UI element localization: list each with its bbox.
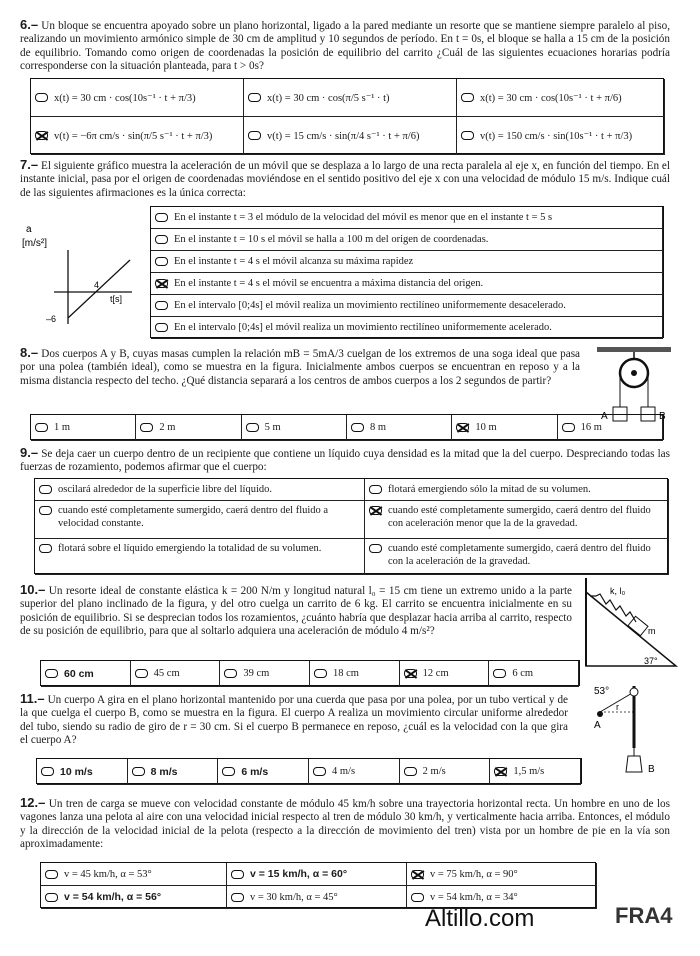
- option-label: 12 cm: [422, 668, 449, 679]
- graph-ylabel: a: [26, 224, 32, 235]
- option-label: En el intervalo [0;4s] el móvil realiza un movimiento rectilíneo uniformemente desacelerado.: [174, 300, 566, 311]
- option[interactable]: [227, 886, 407, 909]
- checkbox-icon: [45, 893, 58, 902]
- option[interactable]: [400, 661, 490, 687]
- option-label: 16 m: [580, 422, 602, 433]
- option-label: 2 m/s: [422, 766, 446, 777]
- option-label: 18 cm: [332, 668, 359, 679]
- graph-yunit: [m/s²]: [22, 238, 47, 249]
- question-number: 12.–: [20, 795, 46, 810]
- option-label: En el instante t = 3 el módulo de la velocidad del móvil es menor que en el instante t = 5 s: [174, 212, 553, 223]
- option-label: x(t) = 30 cm · cos(10s⁻¹ · t + π/6): [480, 92, 622, 104]
- option[interactable]: [151, 229, 663, 251]
- question-12-options: [40, 862, 596, 908]
- question-6-text: [20, 18, 670, 74]
- checked-checkbox-icon: [411, 870, 424, 879]
- option-label: En el instante t = 10 s el móvil se halla a 100 m del origen de coordenadas.: [174, 234, 489, 245]
- option[interactable]: [41, 661, 131, 687]
- pulley-icon: [630, 688, 638, 696]
- question-number: 7.–: [20, 157, 39, 172]
- checkbox-icon: [369, 544, 382, 553]
- checkbox-icon: [231, 870, 244, 879]
- body-b: [626, 756, 642, 772]
- option[interactable]: [365, 479, 669, 501]
- checkbox-icon: [155, 235, 168, 244]
- option-label: v(t) = 150 cm/s · sin(10s⁻¹ · t + π/3): [480, 130, 633, 142]
- option[interactable]: [131, 661, 221, 687]
- option-label: x(t) = 30 cm · cos(10s⁻¹ · t + π/3): [54, 92, 196, 104]
- question-9-text: [20, 446, 670, 475]
- question-body: Se deja caer un cuerpo dentro de un recipiente que contiene un líquido cuya densidad es la mitad que la del cuerpo. Despreciando todas las fuerzas de rozamiento, podemos afirmar que el cuerpo:: [20, 448, 670, 474]
- option[interactable]: [309, 759, 400, 785]
- option-label: 45 cm: [153, 668, 180, 679]
- question-number: 8.–: [20, 345, 39, 360]
- question-9-options: [34, 478, 668, 574]
- option[interactable]: [242, 415, 347, 441]
- option-label: En el instante t = 4 s el móvil alcanza su máxima rapidez: [174, 256, 414, 267]
- option-label: v = 54 km/h, α = 34°: [430, 891, 518, 903]
- option-label: cuando esté completamente sumergido, caerá dentro del fluido con aceleración menor que la de la gravedad.: [388, 505, 651, 529]
- checked-checkbox-icon: [369, 506, 382, 515]
- option-label: v = 45 km/h, α = 53°: [64, 868, 152, 880]
- cart: [628, 616, 648, 635]
- checkbox-icon: [404, 767, 417, 776]
- question-number: 11.–: [20, 691, 45, 706]
- checkbox-icon: [155, 301, 168, 310]
- ceiling: [597, 347, 671, 352]
- option-label: 10 m: [475, 422, 497, 433]
- option-label: En el instante t = 4 s el móvil se encuentra a máxima distancia del origen.: [174, 278, 484, 289]
- question-number: 9.–: [20, 445, 39, 460]
- graph-tick-y: –6: [46, 314, 57, 324]
- option[interactable]: [218, 759, 309, 785]
- option[interactable]: [31, 117, 244, 155]
- checkbox-icon: [132, 767, 145, 776]
- option[interactable]: [227, 863, 407, 886]
- option-label: 4 m/s: [331, 766, 356, 777]
- question-body: Un cuerpo A gira en el plano horizontal mantenido por una cuerda que pasa por una polea, por un tubo vertical y de la que cuelga el cuerpo B, como se muestra en la figura. El cuerpo A realiza un movimiento circular uniforme alrededor del tubo, siendo su radio de giro de r = 30 cm. Si el cuerpo B permanece en reposo, ¿cuál es la velocidad con la que gira el cuerpo A?: [20, 694, 569, 747]
- question-body: El siguiente gráfico muestra la aceleración de un móvil que se desplaza a lo largo de una recta paralela al eje x, en función del tiempo. En el instante inicial, pasa por el origen de coordenadas moviéndose en el sentido positivo del eje x con una velocidad de módulo 15 m/s. Indique cuál de las siguientes afirmaciones es la única correcta:: [20, 160, 671, 199]
- option[interactable]: [220, 661, 310, 687]
- checkbox-icon: [246, 423, 259, 432]
- graph-tick-x: 4: [94, 280, 100, 290]
- option-label: flotará sobre el líquido emergiendo la totalidad de su volumen.: [58, 543, 322, 554]
- option-label: oscilará alrededor de la superficie libre del líquido.: [58, 484, 272, 495]
- option-label: x(t) = 30 cm · cos(π/5 s⁻¹ · t): [267, 92, 390, 104]
- checked-checkbox-icon: [494, 767, 507, 776]
- option[interactable]: [310, 661, 400, 687]
- option[interactable]: [31, 79, 244, 117]
- option[interactable]: [400, 759, 491, 785]
- angle-label: 53°: [594, 686, 610, 697]
- checkbox-icon: [562, 423, 575, 432]
- checkbox-icon: [461, 131, 474, 140]
- checkbox-icon: [45, 870, 58, 879]
- radius-label: r: [616, 702, 619, 712]
- option[interactable]: [365, 501, 669, 539]
- option-label: v = 30 km/h, α = 45°: [250, 891, 338, 903]
- checkbox-icon: [45, 669, 58, 678]
- option[interactable]: [457, 79, 665, 117]
- checkbox-icon: [222, 767, 235, 776]
- option-label: 39 cm: [243, 668, 270, 679]
- question-11-text: [20, 692, 568, 748]
- pulley-axle: [631, 370, 637, 376]
- option[interactable]: [407, 863, 597, 886]
- question-body: Un tren de carga se mueve con velocidad constante de módulo 45 km/h sobre una trayectoria horizontal recta. Un hombre en uno de los vagones lanza una pelota al aire con una velocidad inicial respecto al tren de módulo 30 km/h, y verticalmente hacia arriba. Entonces, el módulo y la dirección de la velocidad inicial de la pelota (respecto a la dirección de movimiento del tren) vista por un hombre de pie en la vía son aproximadamente:: [20, 798, 671, 851]
- checked-checkbox-icon: [155, 279, 168, 288]
- option[interactable]: [452, 415, 557, 441]
- angle-label: 37°: [644, 656, 658, 666]
- graph-xlabel: t[s]: [110, 294, 123, 304]
- question-8-text: [20, 346, 580, 388]
- checkbox-icon: [39, 485, 52, 494]
- checkbox-icon: [313, 767, 326, 776]
- option-label: 6 cm: [512, 668, 534, 679]
- option[interactable]: [347, 415, 452, 441]
- checkbox-icon: [39, 544, 52, 553]
- checked-checkbox-icon: [456, 423, 469, 432]
- option[interactable]: [457, 117, 665, 155]
- question-number: 6.–: [20, 17, 39, 32]
- checked-checkbox-icon: [404, 669, 417, 678]
- checkbox-icon: [231, 893, 244, 902]
- checkbox-icon: [351, 423, 364, 432]
- option[interactable]: [41, 863, 227, 886]
- option[interactable]: [151, 207, 663, 229]
- option[interactable]: [365, 539, 669, 575]
- question-7-options: [150, 206, 664, 338]
- label-a: A: [594, 720, 601, 731]
- question-body: Un resorte ideal de constante elástica k = 200 N/m y longitud natural l₀ = 15 cm tiene un extremo unido a la parte superior del plano inclinado de la figura, y del otro cuelga un carrito de 6 kg. El carrito se encuentra inicialmente en su posición de equilibrio. Si se desprecian todos los rozamientos, ¿cuánto habría que desplazar hacia arriba al carrito, respecto de su posición de equilibrio, para que al soltarlo adquiera una aceleración de módulo 4 m/s²?: [20, 585, 573, 638]
- option[interactable]: [244, 117, 457, 155]
- option-label: 5 m: [264, 422, 281, 433]
- question-body: Un bloque se encuentra apoyado sobre un plano horizontal, ligado a la pared mediante un resorte que se mantiene siempre paralelo al piso, realizando un movimiento armónico simple de 30 cm de amplitud y 10 segundos de período. En t = 0s, el bloque se halla a 15 cm de la posición de equilibrio. Tomando como origen de coordenadas la posición de equilibrio del carrito ¿Cuál de las siguientes ecuaciones horarias podría corresponderse con la situación planteada, para t > 0s?: [20, 20, 670, 73]
- checkbox-icon: [369, 485, 382, 494]
- site-brand: Altillo.com: [425, 905, 535, 932]
- question-6-options: [30, 78, 664, 154]
- checkbox-icon: [135, 669, 148, 678]
- checkbox-icon: [35, 93, 48, 102]
- option[interactable]: [151, 251, 663, 273]
- option-label: v = 75 km/h, α = 90°: [430, 868, 518, 880]
- option[interactable]: [151, 295, 663, 317]
- option-label: 60 cm: [64, 667, 94, 680]
- checkbox-icon: [248, 93, 261, 102]
- question-body: Dos cuerpos A y B, cuyas masas cumplen la relación mB = 5mA/3 cuelgan de los extremos de una soga ideal que pasa por una polea (también ideal), como se muestra en la figura. Inicialmente ambos cuerpos se encuentran en reposo y a la misma distancia respecto del techo. ¿Qué distancia separará a los centros de ambos cuerpos a los 2 segundos de partir?: [20, 348, 581, 387]
- checkbox-icon: [248, 131, 261, 140]
- question-8-options: [30, 414, 664, 440]
- mass-label: m: [648, 626, 656, 636]
- option-label: 2 m: [159, 422, 176, 433]
- option[interactable]: [128, 759, 219, 785]
- body-a: [597, 711, 603, 717]
- option[interactable]: [558, 415, 663, 441]
- option-label: 8 m: [370, 422, 387, 433]
- question-12-text: [20, 796, 670, 852]
- checkbox-icon: [411, 893, 424, 902]
- question-10-text: [20, 583, 572, 639]
- option-label: 10 m/s: [60, 765, 93, 778]
- checkbox-icon: [155, 257, 168, 266]
- checkbox-icon: [314, 669, 327, 678]
- checkbox-icon: [224, 669, 237, 678]
- option[interactable]: [136, 415, 241, 441]
- option[interactable]: [41, 886, 227, 909]
- option[interactable]: [31, 415, 136, 441]
- pulley-figure: [595, 345, 675, 425]
- option[interactable]: [490, 759, 581, 785]
- incline: [586, 592, 676, 666]
- checkbox-icon: [493, 669, 506, 678]
- option-label: v(t) = −6π cm/s · sin(π/5 s⁻¹ · t + π/3): [54, 130, 213, 142]
- question-number: 10.–: [20, 582, 46, 597]
- label-a: A: [601, 411, 608, 422]
- option-label: cuando esté completamente sumergido, caerá dentro del fluido a velocidad constante.: [58, 505, 329, 529]
- option-label: flotará emergiendo sólo la mitad de su volumen.: [388, 484, 591, 495]
- option-label: v = 15 km/h, α = 60°: [250, 868, 348, 880]
- checkbox-icon: [39, 506, 52, 515]
- spring: [590, 594, 636, 622]
- label-b: B: [648, 764, 655, 775]
- checkbox-icon: [35, 423, 48, 432]
- question-10-options: [40, 660, 580, 686]
- option-label: cuando esté completamente sumergido, caerá dentro del fluido con la aceleración de la gravedad.: [388, 543, 651, 567]
- option-label: 1 m: [54, 422, 71, 433]
- question-7-text: [20, 158, 670, 200]
- question-11-options: [36, 758, 582, 784]
- option[interactable]: [151, 317, 663, 339]
- spring-label: k, l₀: [610, 586, 626, 596]
- option-label: 8 m/s: [150, 765, 178, 778]
- checkbox-icon: [155, 213, 168, 222]
- option-label: v = 54 km/h, α = 56°: [64, 891, 162, 903]
- acceleration-graph: [20, 218, 140, 338]
- option[interactable]: [37, 759, 128, 785]
- option[interactable]: [489, 661, 579, 687]
- option-label: 1,5 m/s: [513, 766, 545, 777]
- checkbox-icon: [155, 323, 168, 332]
- option[interactable]: [35, 479, 365, 501]
- option[interactable]: [244, 79, 457, 117]
- checked-checkbox-icon: [35, 131, 48, 140]
- option-label: v(t) = 15 cm/s · sin(π/4 s⁻¹ · t + π/6): [267, 130, 420, 142]
- checkbox-icon: [140, 423, 153, 432]
- exam-code: FRA4: [615, 903, 673, 928]
- option-label: 6 m/s: [241, 765, 269, 778]
- option[interactable]: [35, 501, 365, 539]
- option[interactable]: [35, 539, 365, 575]
- checkbox-icon: [41, 767, 54, 776]
- inclined-plane-figure: [580, 574, 680, 670]
- rotating-body-figure: [590, 682, 672, 778]
- label-b: B: [659, 411, 666, 422]
- option[interactable]: [151, 273, 663, 295]
- checkbox-icon: [461, 93, 474, 102]
- option-label: En el intervalo [0;4s] el móvil realiza un movimiento rectilíneo uniformemente acelerado.: [174, 322, 552, 333]
